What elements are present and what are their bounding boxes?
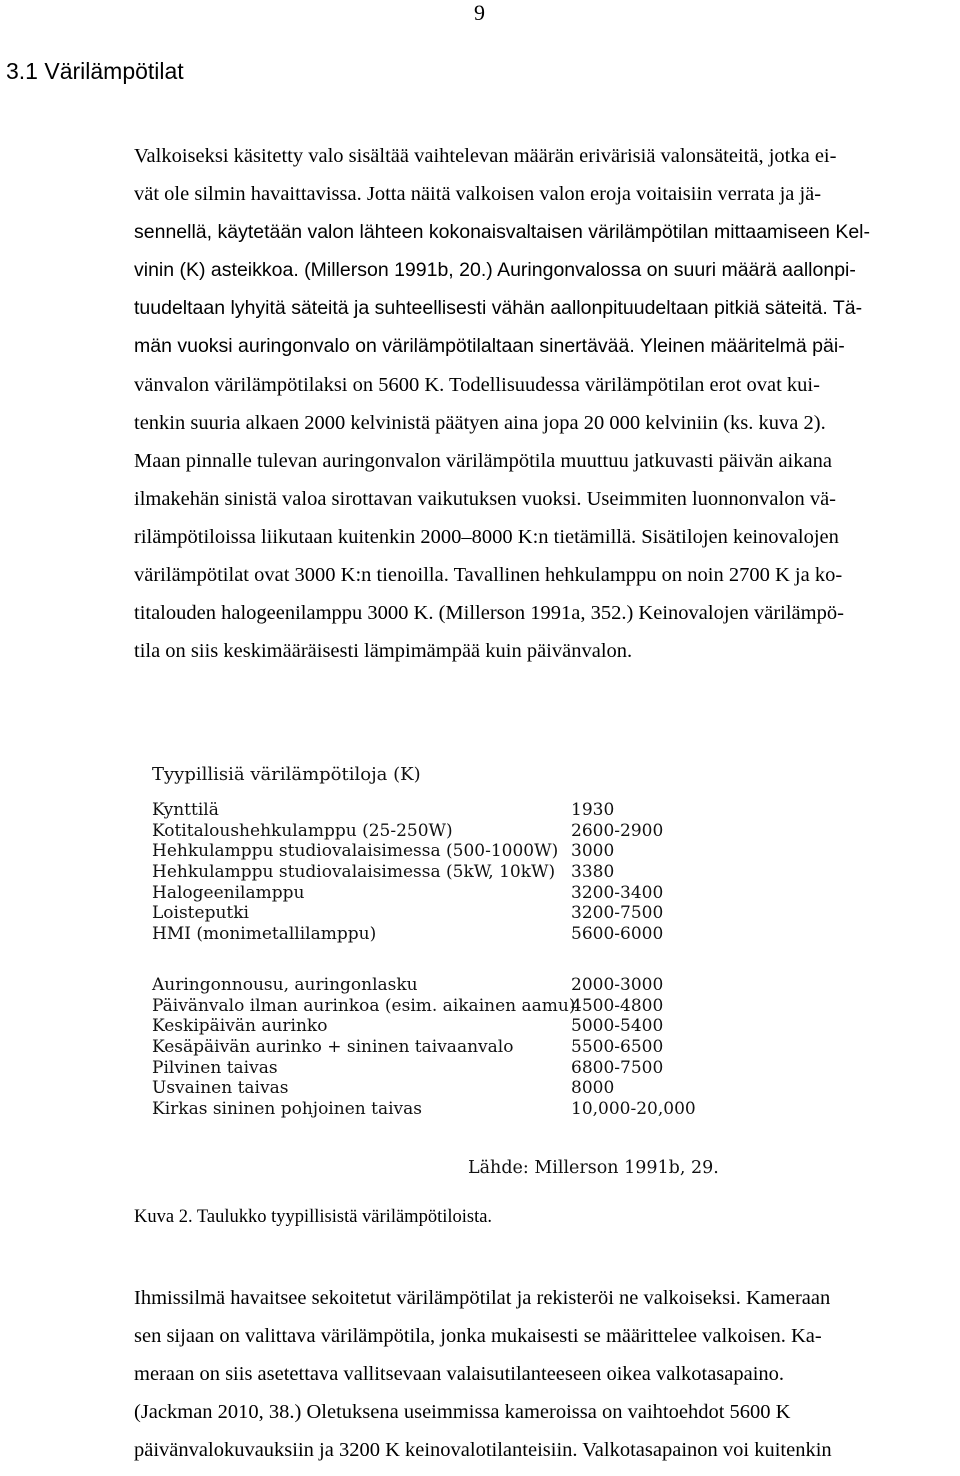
row-name: Päivänvalo ilman aurinkoa (esim. aikainen aamu) bbox=[152, 995, 576, 1016]
paragraph-line: sennellä, käytetään valon lähteen kokonaisvaltaisen värilämpötilan mittaamiseen Kel- bbox=[134, 221, 871, 244]
table-title: Tyypillisiä värilämpötiloja (K) bbox=[152, 764, 421, 785]
row-name: Hehkulamppu studiovalaisimessa (500-1000W) bbox=[152, 841, 559, 862]
table-row bbox=[152, 903, 722, 924]
table-source: Lähde: Millerson 1991b, 29. bbox=[468, 1158, 719, 1178]
row-value: 8000 bbox=[571, 1078, 615, 1099]
row-name: Hehkulamppu studiovalaisimessa (5kW, 10kW) bbox=[152, 862, 556, 883]
row-name: Usvainen taivas bbox=[152, 1078, 289, 1099]
table-row bbox=[152, 1078, 722, 1099]
paragraph-line: rilämpötiloissa liikutaan kuitenkin 2000–8000 K:n tietämillä. Sisätilojen keinovalojen bbox=[134, 525, 839, 548]
page-number: 9 bbox=[474, 0, 485, 25]
paragraph-line: ilmakehän sinistä valoa sirottavan vaikutuksen vuoksi. Useimmiten luonnonvalon vä- bbox=[134, 487, 836, 510]
table-group-artificial bbox=[152, 800, 722, 945]
row-value: 5000-5400 bbox=[571, 1016, 664, 1037]
figure-caption: Kuva 2. Taulukko tyypillisistä värilämpötiloista. bbox=[134, 1207, 493, 1227]
table-row bbox=[152, 924, 722, 945]
row-value: 1930 bbox=[571, 800, 615, 820]
table-row bbox=[152, 1058, 722, 1079]
paragraph-line: vinin (K) asteikkoa. (Millerson 1991b, 20.) Auringonvalossa on suuri määrä aallonpi- bbox=[134, 259, 856, 282]
table-row bbox=[152, 1037, 722, 1058]
section-heading: 3.1 Värilämpötilat bbox=[6, 58, 184, 84]
row-value: 2600-2900 bbox=[571, 820, 664, 841]
paragraph-line: vät ole silmin havaittavissa. Jotta näitä valkoisen valon eroja voitaisiin verrata ja jä- bbox=[134, 183, 822, 206]
row-value: 5600-6000 bbox=[571, 924, 664, 945]
table-row bbox=[152, 841, 722, 862]
row-value: 3200-3400 bbox=[571, 882, 664, 903]
row-value: 3380 bbox=[571, 862, 615, 883]
paragraph-line: tila on siis keskimääräisesti lämpimämpää kuin päivänvalon. bbox=[134, 640, 633, 663]
paragraph-line: päivänvalokuvauksiin ja 3200 K keinovalotilanteisiin. Valkotasapainon voi kuitenkin bbox=[134, 1439, 832, 1462]
row-value: 2000-3000 bbox=[571, 974, 664, 995]
paragraph-line: Maan pinnalle tulevan auringonvalon värilämpötila muuttuu jatkuvasti päivän aikana bbox=[134, 449, 832, 472]
table-group-natural bbox=[152, 975, 722, 1120]
paragraph-line: vänvalon värilämpötilaksi on 5600 K. Todellisuudessa värilämpötilan erot ovat kui- bbox=[134, 373, 820, 396]
paragraph-line: värilämpötilat ovat 3000 K:n tienoilla. Tavallinen hehkulamppu on noin 2700 K ja ko- bbox=[134, 564, 843, 587]
row-name: Halogeenilamppu bbox=[152, 882, 305, 903]
row-name: HMI (monimetallilamppu) bbox=[152, 924, 377, 945]
table-row bbox=[152, 1099, 722, 1120]
table-row bbox=[152, 975, 722, 996]
table-row bbox=[152, 862, 722, 883]
paragraph-line: meraan on siis asetettava vallitsevaan valaisutilanteeseen oikea valkotasapaino. bbox=[134, 1363, 785, 1386]
row-name: Kirkas sininen pohjoinen taivas bbox=[152, 1098, 422, 1119]
row-name: Pilvinen taivas bbox=[152, 1057, 278, 1078]
row-name: Keskipäivän aurinko bbox=[152, 1016, 328, 1037]
row-value: 4500-4800 bbox=[571, 995, 664, 1016]
row-name: Auringonnousu, auringonlasku bbox=[152, 974, 418, 995]
row-name: Kesäpäivän aurinko + sininen taivaanvalo bbox=[152, 1036, 514, 1057]
paragraph-line: (Jackman 2010, 38.) Oletuksena useimmissa kameroissa on vaihtoehdot 5600 K bbox=[134, 1401, 791, 1424]
row-value: 6800-7500 bbox=[571, 1057, 664, 1078]
row-value: 3200-7500 bbox=[571, 903, 664, 924]
row-name: Kotitaloushehkulamppu (25-250W) bbox=[152, 820, 453, 841]
paragraph-line: titalouden halogeenilamppu 3000 K. (Millerson 1991a, 352.) Keinovalojen värilämpö- bbox=[134, 602, 844, 625]
row-name: Loisteputki bbox=[152, 903, 249, 924]
paragraph-line: tenkin suuria alkaen 2000 kelvinistä päätyen aina jopa 20 000 kelviniin (ks. kuva 2). bbox=[134, 411, 826, 434]
table-row bbox=[152, 821, 722, 842]
paragraph-2 bbox=[134, 1279, 954, 1469]
paragraph-line: män vuoksi auringonvalo on värilämpötilaltaan sinertävää. Yleinen määritelmä päi- bbox=[134, 335, 845, 358]
table-row bbox=[152, 996, 722, 1017]
row-value: 10,000-20,000 bbox=[571, 1098, 696, 1119]
row-name: Kynttilä bbox=[152, 800, 219, 820]
table-gap bbox=[152, 945, 722, 975]
paragraph-line: tuudeltaan lyhyitä säteitä ja suhteellisesti vähän aallonpituudeltaan pitkiä säteitä. Tä- bbox=[134, 297, 863, 320]
paragraph-line: Ihmissilmä havaitsee sekoitetut värilämpötilat ja rekisteröi ne valkoiseksi. Kameraan bbox=[134, 1287, 831, 1309]
table-row bbox=[152, 1016, 722, 1037]
row-value: 5500-6500 bbox=[571, 1036, 664, 1057]
color-temperature-table bbox=[152, 760, 722, 1120]
row-value: 3000 bbox=[571, 841, 615, 862]
paragraph-line: Valkoiseksi käsitetty valo sisältää vaihtelevan määrän erivärisiä valonsäteitä, jotka ei- bbox=[134, 145, 837, 167]
paragraph-line: sen sijaan on valittava värilämpötila, jonka mukaisesti se määrittelee valkoisen. Ka- bbox=[134, 1325, 822, 1348]
paragraph-1 bbox=[134, 137, 954, 670]
table-row bbox=[152, 883, 722, 904]
table-row bbox=[152, 800, 722, 821]
